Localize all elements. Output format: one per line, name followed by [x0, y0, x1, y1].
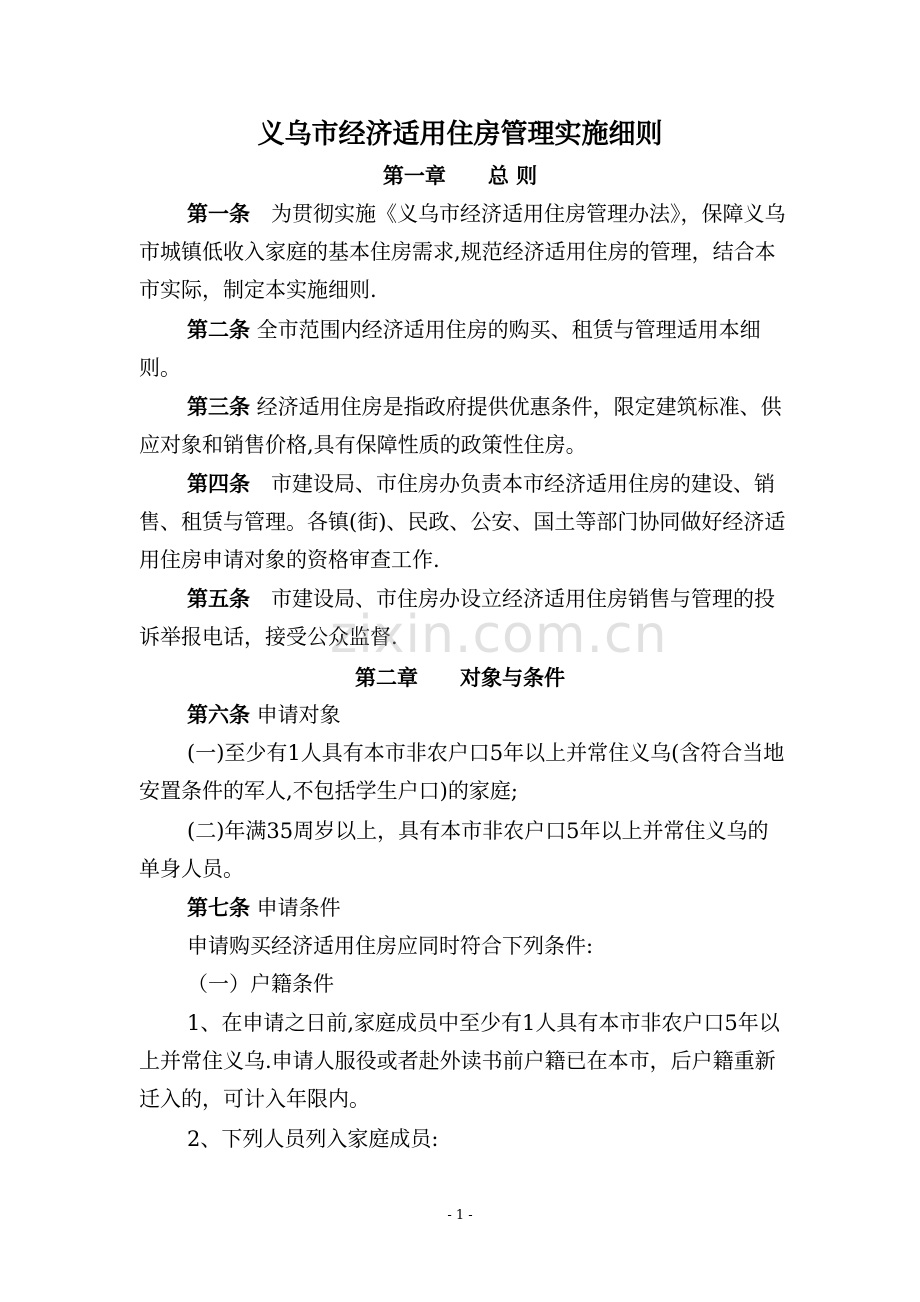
article-2 — [139, 311, 789, 387]
chapter-heading-2: 第二章 对象与条件 — [355, 666, 565, 690]
article-7-subheading-1: （一）户籍条件 — [187, 972, 334, 996]
article-7-item-2: 2、下列人员列入家庭成员: — [187, 1127, 439, 1151]
article-7-label: 第七条 — [187, 896, 250, 920]
article-6-item-1: (一)至少有1人具有本市非农户口5年以上并常住义乌(含符合当地安置条件的军人,不包括学生户口)的家庭; — [139, 741, 785, 803]
article-7-item-1: 1、在申请之日前,家庭成员中至少有1人具有本市非农户口5年以上并常住义乌.申请人服役或者赴外读书前户籍已在本市，后户籍重新迁入的，可计入年限内。 — [139, 1011, 780, 1111]
article-2-label: 第二条 — [187, 318, 250, 342]
article-7 — [139, 889, 789, 927]
article-7-text: 申请条件 — [250, 896, 341, 920]
article-1-text: 为贯彻实施《义乌市经济适用住房管理办法》，保障义乌市城镇低收入家庭的基本住房需求,规范经济适用住房的管理，结合本市实际，制定本实施细则. — [139, 202, 786, 302]
article-1-label: 第一条 — [187, 202, 250, 226]
article-4-label: 第四条 — [187, 472, 250, 496]
article-7-intro: 申请购买经济适用住房应同时符合下列条件: — [187, 934, 594, 958]
watermark: zixin.com.cn — [330, 605, 668, 665]
chapter-heading-1: 第一章 总 则 — [382, 164, 538, 188]
article-5-label: 第五条 — [187, 587, 250, 611]
article-4-text: 市建设局、市住房办负责本市经济适用住房的建设、销售、租赁与管理。各镇(街)、民政、公安、国土等部门协同做好经济适用住房申请对象的资格审查工作. — [139, 472, 786, 572]
document-title: 义乌市经济适用住房管理实施细则 — [257, 119, 663, 150]
article-6-label: 第六条 — [187, 703, 250, 727]
article-3-label: 第三条 — [187, 395, 250, 419]
article-4 — [139, 465, 789, 579]
article-3-text: 经济适用住房是指政府提供优惠条件，限定建筑标准、供应对象和销售价格,具有保障性质的政策性住房。 — [139, 395, 782, 457]
article-2-text: 全市范围内经济适用住房的购买、租赁与管理适用本细则。 — [139, 318, 761, 380]
page-number: - 1 - — [447, 1208, 473, 1223]
article-1 — [139, 195, 789, 309]
article-6-text: 申请对象 — [250, 703, 341, 727]
article-3 — [139, 388, 789, 464]
article-5-text: 市建设局、市住房办设立经济适用住房销售与管理的投诉举报电话，接受公众监督. — [139, 587, 775, 649]
article-6-item-2: (二)年满35周岁以上，具有本市非农户口5年以上并常住义乌的单身人员。 — [139, 819, 769, 881]
article-6 — [139, 696, 789, 734]
